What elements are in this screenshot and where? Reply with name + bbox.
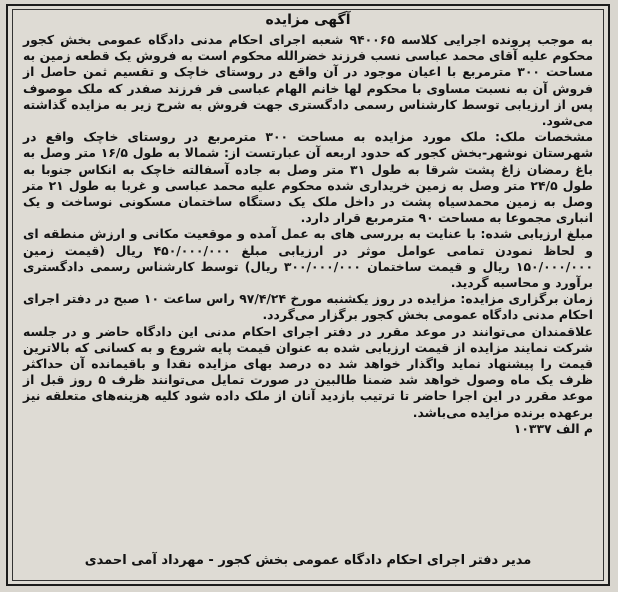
terms-paragraph: علاقمندان می‌توانند در موعد مقرر در دفتر اجرای احکام مدنی این دادگاه حاضر و در جلسه شرکت نمایند مزایده از قیمت ارزیابی شده به عنوان قیمت پایه شروع و به کسانی که بالاترین قیمت را پیشنهاد نماید واگذار خواهد شد ده درصد بهای مزایده نقدا و باقیمانده آن حداکثر ظرف یک ماه وصول خواهد شد ضمنا طالبین در صورت تمایل می‌توانند ظرف ۵ روز قبل از موعد مقرر در این اجرا حاضر تا ترتیب بازدید آنان از ملک داده شود کلیه هزینه‌های متعلقه نیز برعهده برنده مزایده می‌باشد. bbox=[23, 323, 593, 420]
valuation-paragraph: مبلغ ارزیابی شده: با عنایت به بررسی های به عمل آمده و موقعیت مکانی و ارزش منطقه ای و لحاظ نمودن تمامی عوامل موثر در ارزیابی مبلغ ۴۵۰/۰۰۰/۰۰۰ ریال (قیمت زمین ۱۵۰/۰۰۰/۰۰۰ ریال و قیمت ساختمان ۳۰۰/۰۰۰/۰۰۰ ریال) توسط کارشناس رسمی دادگستری برآورد و محاسبه گردید. bbox=[23, 226, 594, 291]
notice-body bbox=[23, 32, 593, 437]
signature-line: مدیر دفتر اجرای احکام دادگاه عمومی بخش کجور - مهرداد آمی احمدی bbox=[84, 553, 532, 568]
notice-title: آگهی مزایده bbox=[265, 12, 351, 28]
property-specs-paragraph: مشخصات ملک: ملک مورد مزایده به مساحت ۳۰۰ مترمربع در روستای خاچک واقع در شهرستان نوشهر-بخش کجور که حدود اربعه آن عبارتست از: شمالا به طول ۱۶/۵ متر وصل به باغ رمضان زاغ پشت شرقا به طول ۳۱ متر وصل به جاده آسفالته خاچک به انکاس جنوبا به طول ۲۴/۵ متر وصل به زمین خریداری شده محکوم علیه محمد عباسی و غربا به طول ۲۱ متر وصل به زمین محمدسیاه پشت در داخل ملک یک دستگاه ساختمان مسکونی نوساخت و یک انباری مجموعا به مساحت ۹۰ مترمربع قرار دارد. bbox=[23, 129, 594, 226]
newspaper-clipping bbox=[6, 4, 610, 586]
auction-time-paragraph: زمان برگزاری مزایده: مزایده در روز یکشنبه مورخ ۹۷/۴/۲۴ راس ساعت ۱۰ صبح در دفتر اجرای احکام مدنی دادگاه عمومی بخش کجور برگزار می‌گردد. bbox=[23, 291, 593, 323]
notice-frame bbox=[12, 9, 604, 581]
intro-paragraph: به موجب پرونده اجرایی کلاسه ۹۴۰۰۶۵ شعبه اجرای احکام مدنی دادگاه عمومی بخش کجور محکوم علیه آقای محمد عباسی نسب فرزند خضرالله محکوم است به فروش یک قطعه زمین به مساحت ۳۰۰ مترمربع با اعیان موجود در آن واقع در روستای خاچک و تقسیم ثمن حاصل از فروش آن به نسبت مساوی با محکوم لها خانم الهام عباسی فر فرزند صفدر که ملک موصوف پس از ارزیابی توسط کارشناس رسمی دادگستری جهت فروش به شرح زیر به مزایده گذاشته می‌شود. bbox=[23, 32, 593, 129]
reference-code: م الف ۱۰۳۳۷ bbox=[513, 420, 593, 436]
